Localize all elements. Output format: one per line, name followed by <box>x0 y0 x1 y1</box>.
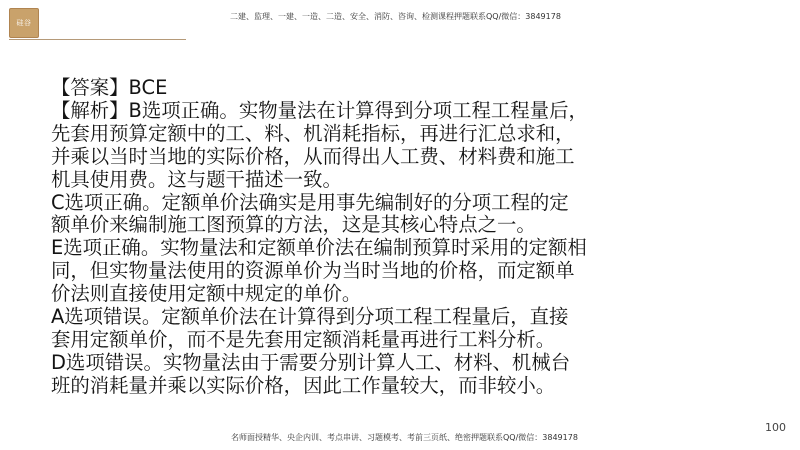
logo-text: 硅谷 <box>16 19 32 27</box>
answer-line: 【答案】BCE <box>51 76 168 99</box>
explanation-line: 同，但实物量法使用的资源单价为当时当地的价格，而定额单 <box>51 259 575 283</box>
answer-explanation <box>51 77 621 398</box>
explanation-line: C选项正确。定额单价法确实是用事先编制好的分项工程的定 <box>51 190 569 214</box>
explanation-line: E选项正确。实物量法和定额单价法在编制预算时采用的定额相 <box>51 236 587 260</box>
explanation-line: A选项错误。定额单价法在计算得到分项工程工程量后，直接 <box>51 305 569 329</box>
explanation-line: 套用定额单价，而不是先套用定额消耗量再进行工料分析。 <box>51 327 556 351</box>
header-contact-text: 二建、监理、一建、一造、二造、安全、消防、咨询、检测课程押题联系QQ/微信：3849178 <box>230 12 561 21</box>
header-divider <box>9 39 186 40</box>
explanation-line: 并乘以当时当地的实际价格，从而得出人工费、材料费和施工 <box>51 144 575 168</box>
explanation-line: 额单价来编制施工图预算的方法，这是其核心特点之一。 <box>51 213 536 237</box>
footer-contact-text: 名师面授精华、央企内训、考点串讲、习题模考、考前三页纸、绝密押题联系QQ/微信：3849178 <box>231 433 578 442</box>
explanation-line: D选项错误。实物量法由于需要分别计算人工、材料、机械台 <box>51 350 571 374</box>
explanation-line: 机具使用费。这与题干描述一致。 <box>51 167 342 191</box>
page-number: 100 <box>765 421 786 434</box>
explanation-line: 价法则直接使用定额中规定的单价。 <box>51 282 362 306</box>
explanation-line: 先套用预算定额中的工、料、机消耗指标，再进行汇总求和， <box>51 121 575 145</box>
brand-logo <box>9 8 39 38</box>
explanation-line: 【解析】B选项正确。实物量法在计算得到分项工程工程量后， <box>51 98 588 122</box>
explanation-line: 班的消耗量并乘以实际价格，因此工作量较大，而非较小。 <box>51 373 556 397</box>
